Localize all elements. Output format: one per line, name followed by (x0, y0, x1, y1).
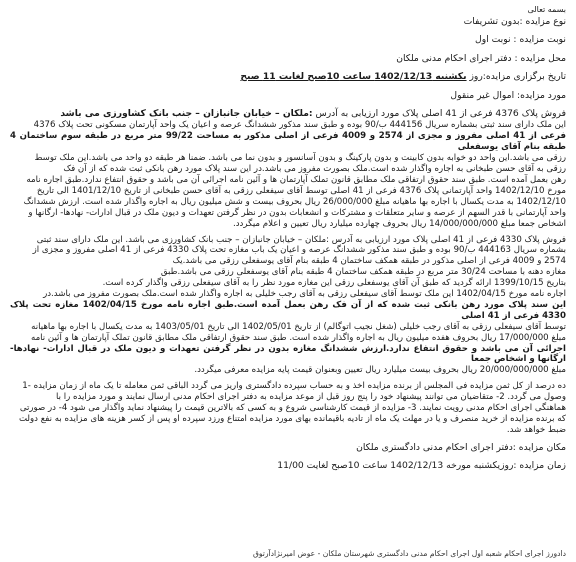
item2-line: اجرائی آن می باشد و حقوق انتفاع ندارد.ارزش ششدانگ مغازه بدون در نظر گرفتن تعهدات و دیون ملک در قبال ادارات- نهادها- ارگانها و اشخاص جمعا (10, 343, 566, 365)
auction-date-label: تاریخ برگزاری مزایده:روز (466, 71, 566, 83)
item1-line: 1402/12/10 به مدت یکسال با اجاره بها ماهیانه مبلغ 26/000/000 ریال بحروف بیست و شش میلیون ریال به اجاره واگذار شده است. ارزش ششدانگ (23, 196, 566, 207)
item2-line: توسط آقای سیفعلی رزقی به آقای رجب خلیلی (شغل نجیب اتوگالم) از تاریخ 1402/05/01 الی تاریخ 1403/05/01 به مدت یکسال با اجاره بها ماهیانه (31, 321, 566, 332)
auction-subject: مورد مزایده: اموال غیر منقول (450, 89, 566, 101)
item1-line: این ملک دارای سند ثبتی بشماره سریال 444156 ب/90 بوده و طبق سند مذکور ششدانگ عرصه و اعیان یک واحد آپارتمان مسکونی تحت پلاک 4376 (33, 120, 566, 131)
item2-line: بشماره سریال 444163 ب/90 بوده و طبق سند مذکور ششدانگ عرصه و اعیان یک باب مغازه تحت پلاک 4330 فرعی از 41 اصلی مفروز و مجزی از (32, 245, 566, 256)
item1-line: فرعی از 41 اصلی مفروز و مجزی از 2574 و 4009 فرعی از اصلی مذکور به مساحت 99/22 متر مربع در طبقه سوم ساختمان 4 طبقه بنام آقای یوسفعلی (10, 131, 566, 153)
auction-terms (10, 381, 566, 436)
item2-line: 2574 و 4009 فرعی از اصلی مذکور در طبقه همکف ساختمان 4 طبقه بنام آقای یوسفعلی رزقی می باشد.یک (172, 256, 566, 267)
auction-place: محل مزایده : دفتر اجرای احکام مدنی ملکان (396, 52, 566, 64)
item1-line: رزقی می باشد.این واحد دو خوابه بدون کابینت و بدون پارکینگ و بدون آسانسور و بدون نما می باشد. ضمنا هر طبقه دو واحد می باشد.این ملک توسط (34, 153, 566, 164)
terms-line: ضبط خواهد شد. (506, 424, 566, 435)
item1-line: واحد آپارتمانی با قدر السهم از عرصه و سایر متعلقات و مشترکات و انشعابات بدون در نظر گرفتن تعهدات و دیون ملک در قبال ادارات- نهادها- ارگانها و (28, 207, 566, 218)
item1-heading-text: فروش پلاک 4376 فرعی از 41 اصلی پلاک مورد ارزیابی به آدرس (312, 108, 566, 120)
footer-signature: دادورز اجرای احکام شعبه اول اجرای احکام مدنی دادگستری شهرستان ملکان - عوض امیرنژادآرتوق (252, 549, 566, 558)
item1-address: :ملکان – خیابان جانبازان – جنب بانک کشاورزی می باشد (60, 108, 313, 120)
auction-date-value: یکشنبه 1402/12/13 ساعت 10صبح لغایت 11 صبح (240, 71, 467, 83)
auction-round: نوبت مزایده : نوبت اول (475, 34, 566, 46)
item2-line: مبلغ 17/000/000 ریال بحروف هفده میلیون ریال به اجاره واگذار شده است. طبق سند حقوق ارتفاقی ملک مطابق قانون تملک آپارتمان ها و آئین نامه (30, 332, 566, 343)
terms-line: ده درصد از کل ثمن مزایده فی المجلس از برنده مزایده اخذ و به حساب سپرده دادگستری واریز می گردد الباقی ثمن معامله تا یک ماه از زمان مزایده -1 (22, 381, 566, 392)
item1-line: رهن بعمل آمده است. طبق سند حقوق ارتفاقی ملک مطابق قانون تملک آپارتمان ها و آئین نامه اجرائی آن می باشد و حقوق انتفاع ندارد.طبق اجاره نامه (26, 174, 566, 185)
item1-heading (10, 107, 566, 120)
item1-line: اشخاص جمعا مبلغ 14/000/000/000 ریال بحروف چهارده میلیارد ریال تعیین و اعلام میگردد. (232, 218, 566, 229)
signature-place: مکان مزایده :دفتر اجرای احکام مدنی دادگستری ملکان (356, 441, 566, 453)
item1-line: مورخ 1402/12/10 واحد آپارتمانی پلاک 4376 فرعی از 41 اصلی توسط آقای سیفعلی رزقی به آقای حسن طبخانی از تاریخ 1401/12/10 الی تاریخ (36, 185, 566, 196)
item2-line: مغازه دهنه با مساحت 30/24 متر مربع در طبقه همکف ساختمان 4 طبقه بنام آقای یوسفعلی رزقی می باشد.طبق (160, 267, 566, 278)
item2-line: مبلغ 20/000/000/000 ریال بحروف بیست میلیارد ریال تعیین وبعنوان قیمت پایه مزایده معرفی میگردد. (194, 365, 566, 376)
signature-time: زمان مزایده :روزیکشنبه مورخه 1402/12/13 ساعت 10صبح لغایت 11/00 (277, 460, 566, 472)
auction-date (10, 70, 566, 83)
item2-line: بتاریخ 1399/10/15 ارائه گردید که طبق آن آقای یوسفعلی رزقی این مغازه مورد نظر را به آقای سیفعلی رزقی واگذار کرده است. (102, 278, 566, 289)
item2-line: این سند پلاک مورد رهن بانکی ثبت شده که از آن فک رهن بعمل آمده است.طبق اجاره نامه مورخ 1402/04/15 مغازه تحت پلاک 4330 فرعی از 41 اصلی (10, 299, 566, 321)
item2-description (10, 235, 566, 377)
terms-line: هماهنگی اجرای احکام مدنی رویت نمایند. 3- مزایده از قیمت کارشناسی شروع و به کسی که بالاترین قیمت را پیشنهاد نماید واگذار می شود 4- در صورتی (19, 403, 566, 414)
terms-line: وصول می گردد. 2- متقاضیان می توانند پیشنهاد خود را پنج روز قبل از موعد مزایده به دفتر اجرای احکام مدنی ارسال نمایند و مورد مزایده را با (55, 392, 566, 403)
item2-line: فروش پلاک 4330 فرعی از 41 اصلی پلاک مورد ارزیابی به آدرس :ملکان – خیابان جانبازان – جنب بانک کشاورزی می باشد. این ملک دارای سند ثبتی (36, 234, 566, 245)
terms-line: که برنده مزایده از خرید منصرف و یا در مهلت یک ماه از تادیه باقیمانده بهای مورد مزایده امتناع ورزد سپرده او پس از کسر هزینه های مزایده به نفع دولت (18, 414, 566, 424)
bismillah: بسمه تعالی (527, 5, 566, 14)
item1-description (10, 120, 566, 229)
item2-line: اجاره نامه مورخ 1402/04/15 این ملک توسط آقای سیفعلی رزقی به آقای رجب خلیلی به اجاره واگذار شده است.ملک بصورت مفروز می باشد.در (43, 289, 566, 300)
item1-line: رزقی به آقای حسن طبخانی به اجاره واگذار شده است.ملک بصورت مفروز می باشد.در این سند پلاک مورد رهن بانکی ثبت شده که از آن فک (63, 164, 566, 175)
auction-type: نوع مزایده :بدون تشریفات (463, 16, 566, 27)
